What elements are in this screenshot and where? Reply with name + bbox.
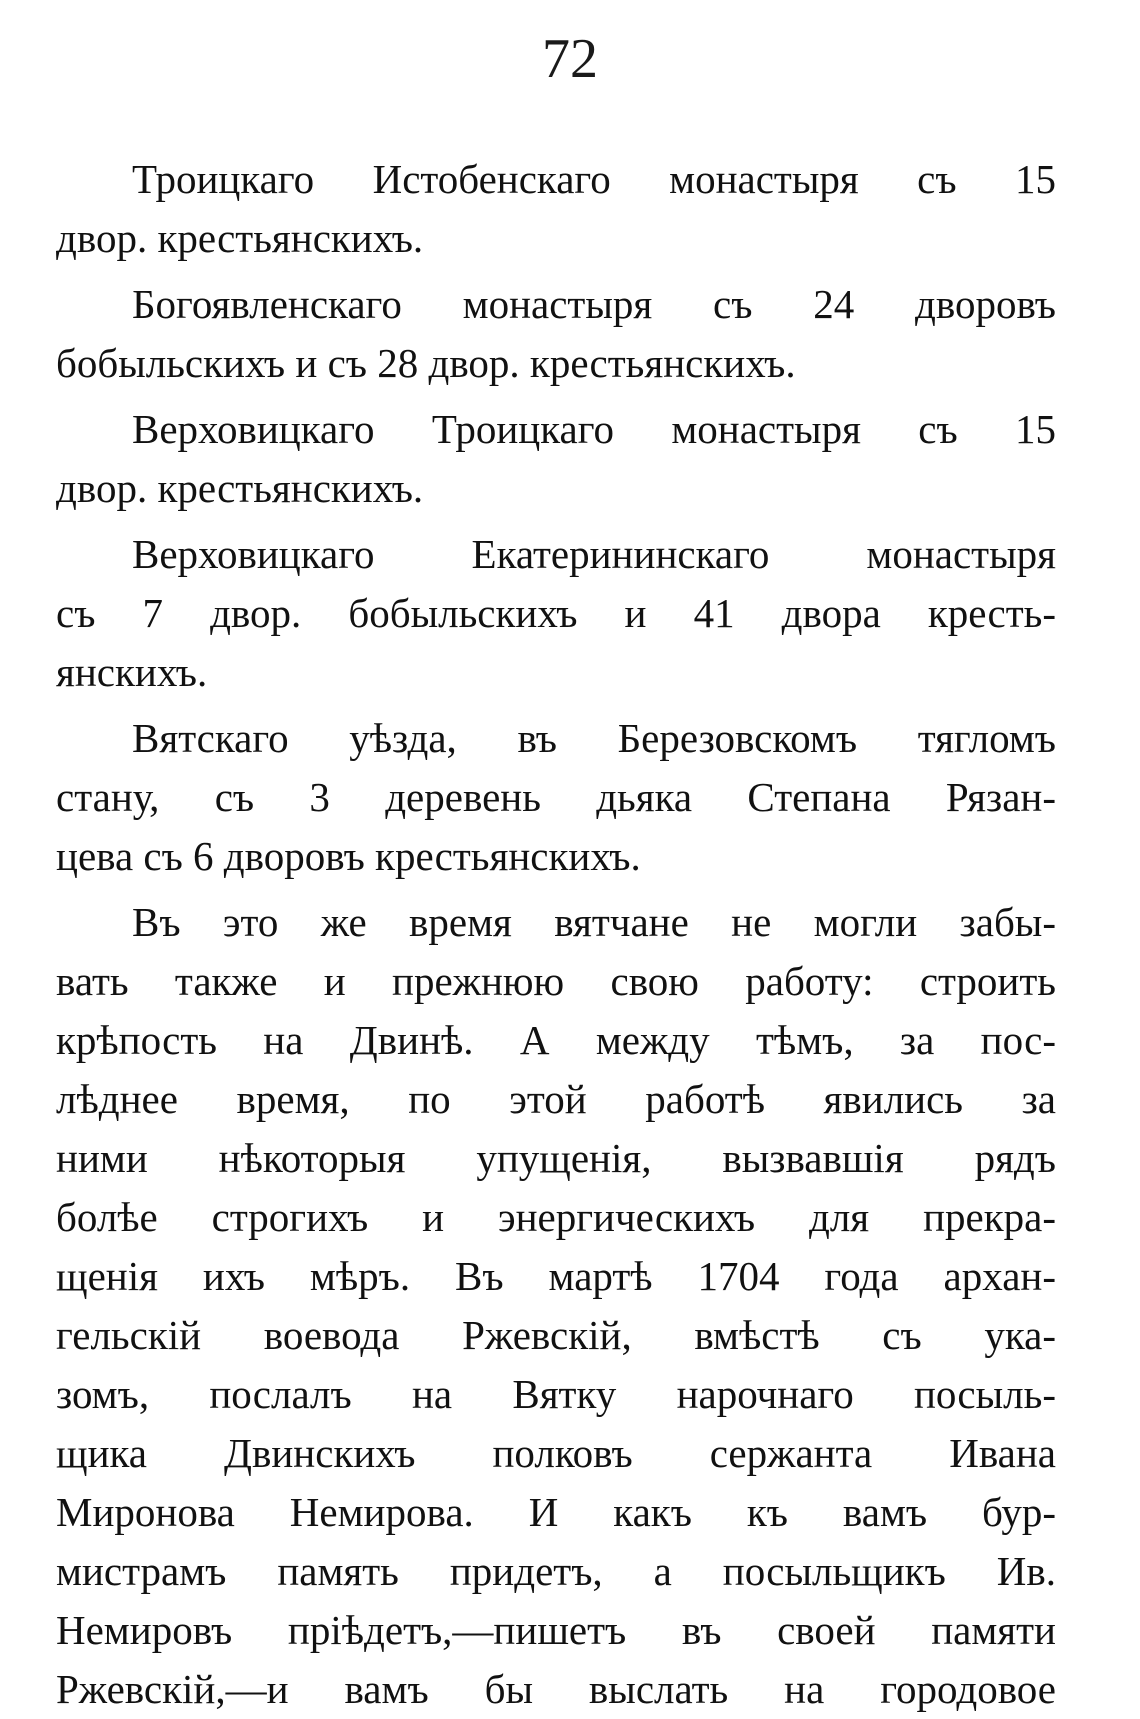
- text-line: Верховицкаго Троицкаго монастыря съ 15: [132, 406, 1056, 452]
- text-line: щика Двинскихъ полковъ сержанта Ивана: [56, 1430, 1056, 1476]
- text-line: Верховицкаго Екатерининскаго монастыря: [132, 531, 1056, 577]
- text-line: щенія ихъ мѣръ. Въ мартѣ 1704 года архан-: [56, 1253, 1056, 1299]
- text-line: лѣднее время, по этой работѣ явились за: [56, 1076, 1056, 1122]
- page-number: 72: [542, 28, 598, 90]
- text-line: мистрамъ память придетъ, а посыльщикъ Ив.: [56, 1548, 1056, 1594]
- text-line: Богоявленскаго монастыря съ 24 дворовъ: [132, 281, 1056, 327]
- text-line: зомъ, послалъ на Вятку нарочнаго посыль-: [56, 1371, 1056, 1417]
- text-line: бобыльскихъ и съ 28 двор. крестьянскихъ.: [56, 340, 796, 386]
- text-line: съ 7 двор. бобыльскихъ и 41 двора кресть-: [56, 590, 1056, 636]
- text-line: двор. крестьянскихъ.: [56, 215, 424, 261]
- text-line: болѣе строгихъ и энергическихъ для прекра-: [56, 1194, 1056, 1240]
- text-line: Вятскаго уѣзда, въ Березовскомъ тягломъ: [132, 715, 1056, 761]
- text-line: двор. крестьянскихъ.: [56, 465, 424, 511]
- text-line: гельскій воевода Ржевскій, вмѣстѣ съ ука-: [56, 1312, 1056, 1358]
- text-line: Троицкаго Истобенскаго монастыря съ 15: [132, 156, 1056, 202]
- text-line: крѣпость на Двинѣ. А между тѣмъ, за пос-: [56, 1017, 1056, 1063]
- text-line: Въ это же время вятчане не могли забы-: [132, 899, 1056, 945]
- text-line: ними нѣкоторыя упущенія, вызвавшія рядъ: [56, 1135, 1056, 1181]
- text-line: Миронова Немирова. И какъ къ вамъ бур-: [56, 1489, 1056, 1535]
- text-line: Ржевскій,—и вамъ бы выслать на городовое: [56, 1666, 1056, 1712]
- text-line: стану, съ 3 деревень дьяка Степана Рязан-: [56, 774, 1056, 820]
- text-line: Немировъ пріѣдетъ,—пишетъ въ своей памяти: [56, 1607, 1056, 1653]
- page-text: [56, 150, 1056, 1719]
- text-line: цева съ 6 дворовъ крестьянскихъ.: [56, 833, 641, 879]
- text-line: янскихъ.: [56, 649, 208, 695]
- text-line: вать также и прежнюю свою работу: строить: [56, 958, 1056, 1004]
